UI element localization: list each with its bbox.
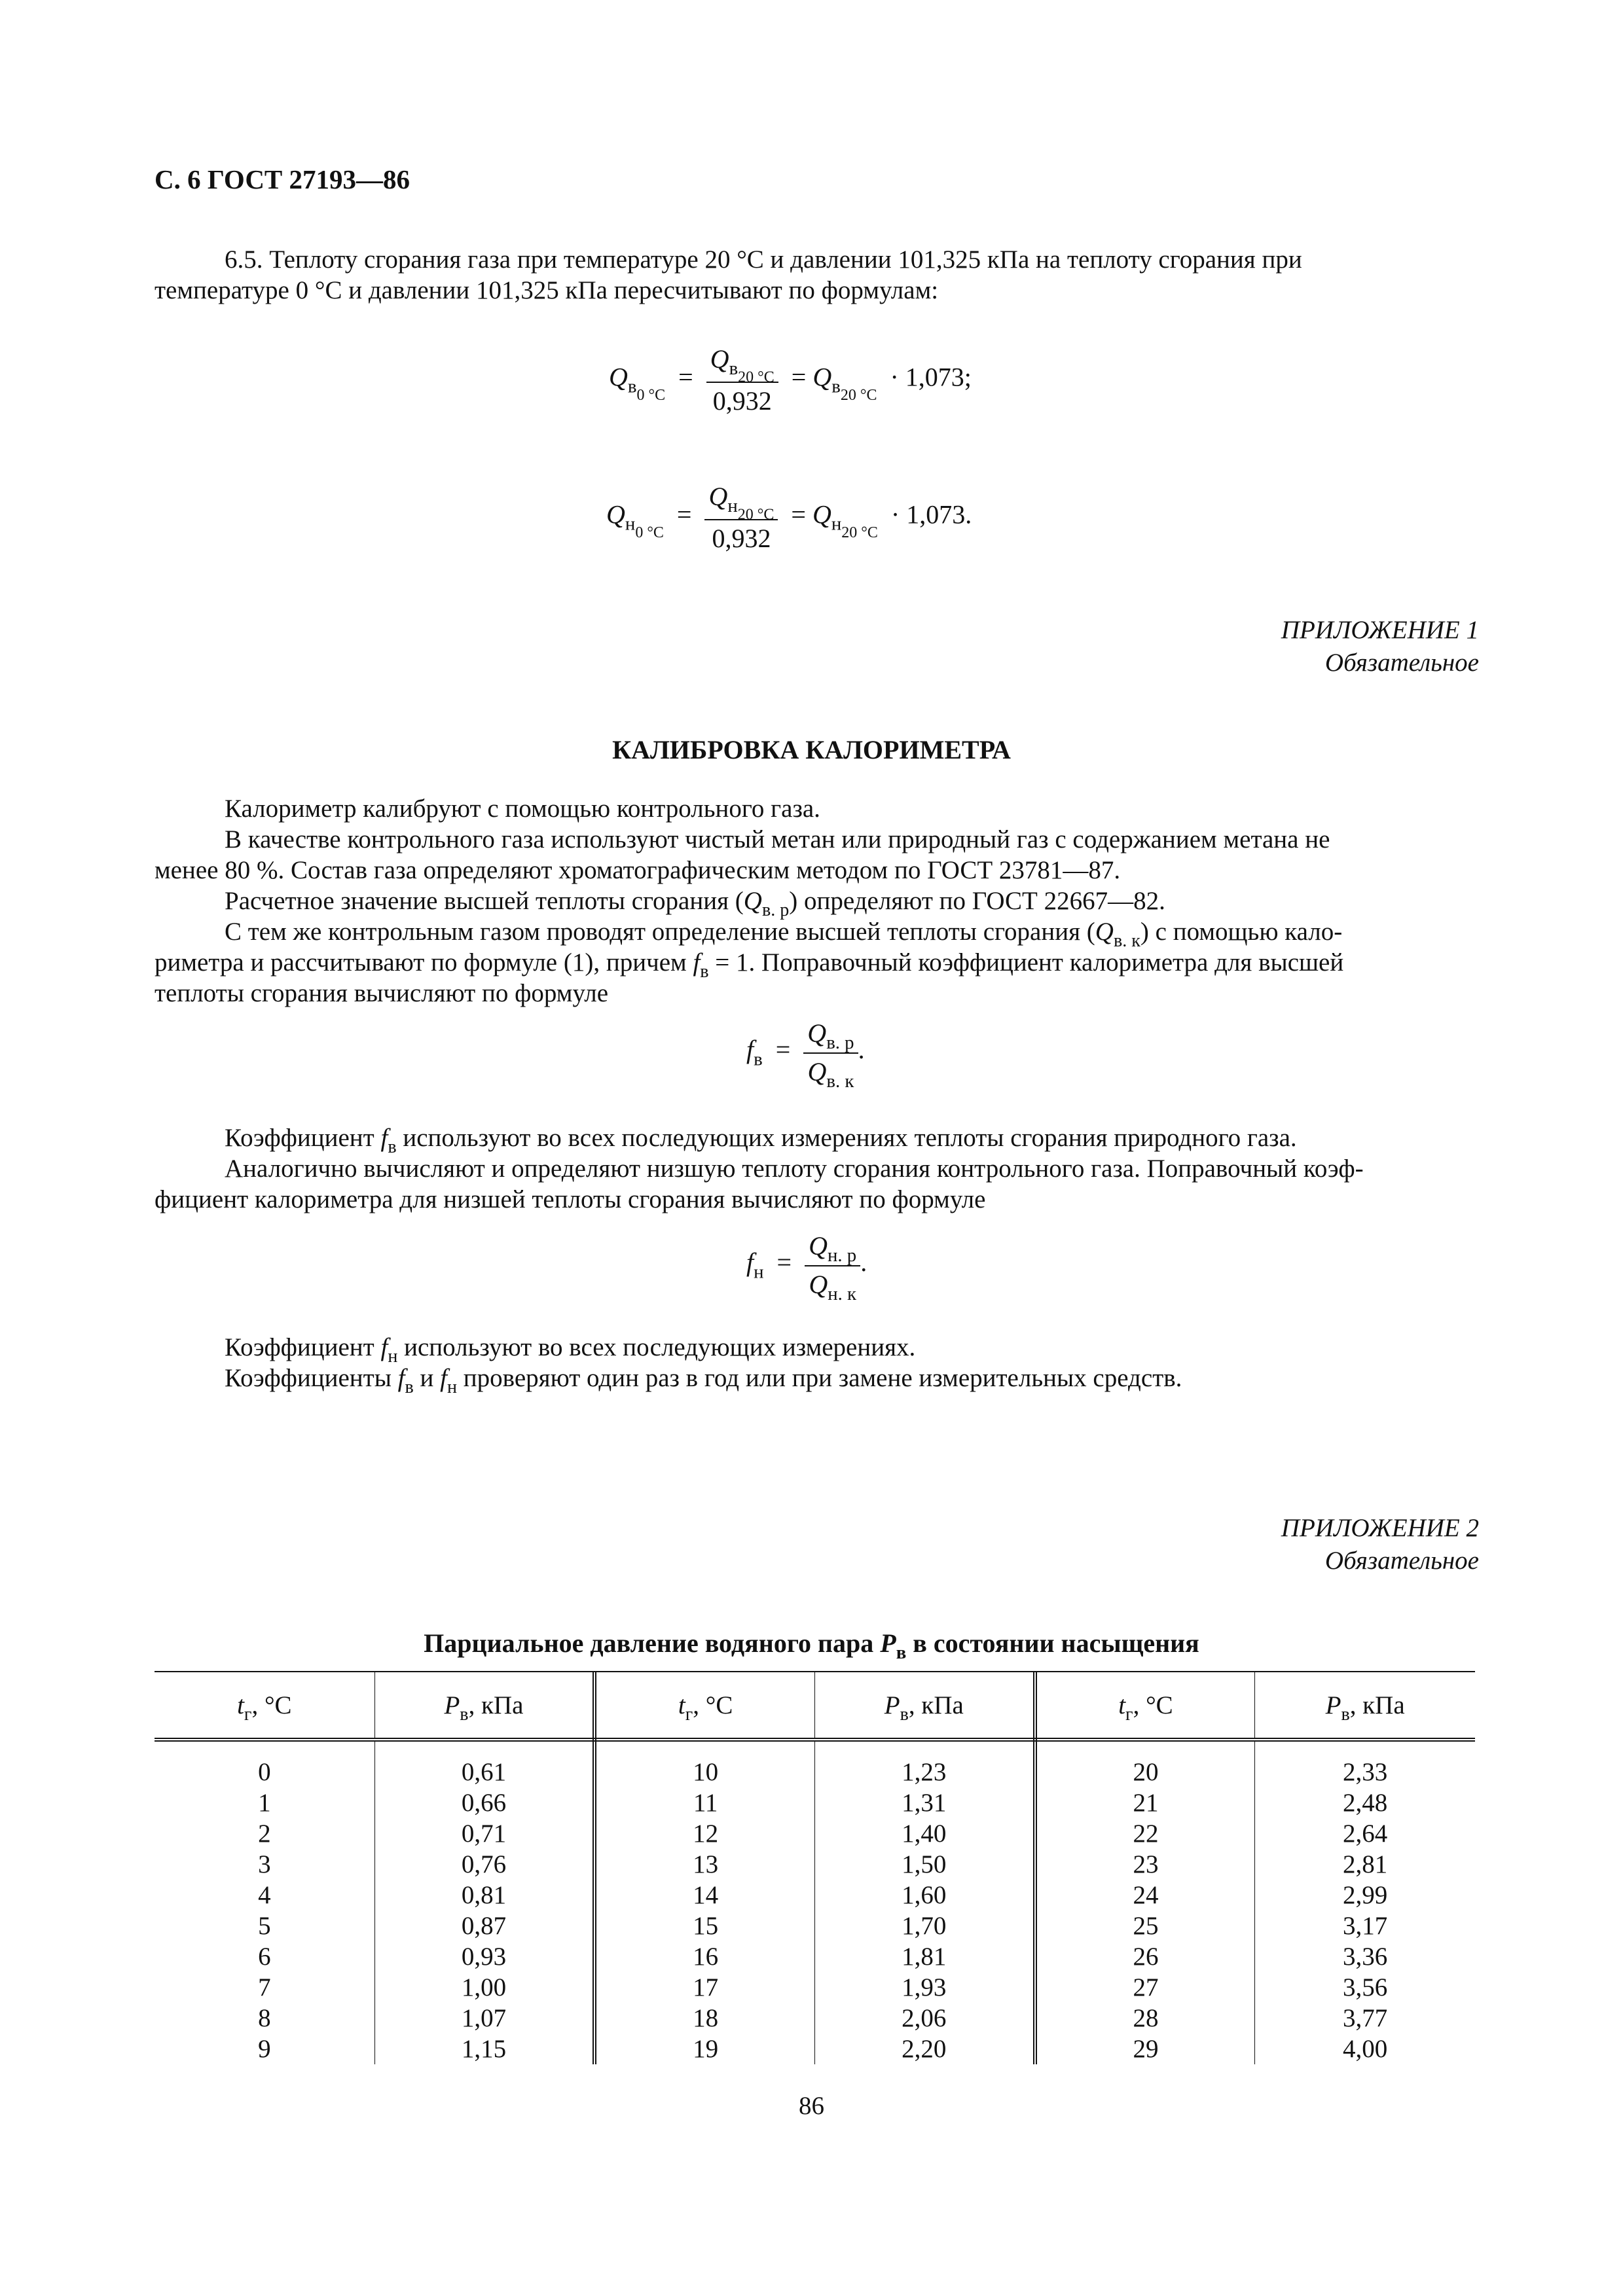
saturation-pressure-table (155, 1672, 1475, 2064)
table-row: 9 1,15 19 2,20 29 4,00 (155, 2034, 1475, 2064)
column-header-pressure: $P_в$, кПа (1255, 1672, 1475, 1740)
page-number: 86 (799, 2092, 824, 2120)
paragraph: Коэффициент $f_н$ используют во всех последующих измерениях. (225, 1333, 916, 1367)
paragraph: теплоты сгорания вычисляют по формуле (155, 979, 609, 1007)
fraction: $\frac{Q_{в20 ^\circ С}}{0,932}$ (706, 344, 778, 416)
calibration-text-2 (155, 1122, 1475, 1215)
paragraph: С тем же контрольным газом проводят определение высшей теплоты сгорания $(Q_{в. к})$ с помощью кало- (225, 918, 1343, 951)
paragraph: фициент калориметра для низшей теплоты сгорания вычисляют по формуле (155, 1185, 986, 1213)
section-6-5-line-2: температуре 0 °С и давлении 101,325 кПа пересчитывают по формулам: (155, 276, 939, 304)
column-header-temperature: $t_г$, °С (1035, 1672, 1255, 1740)
table-row: 2 0,71 12 1,40 22 2,64 (155, 1818, 1475, 1849)
table-title: Парциальное давление водяного пара $P_в$ в состоянии насыщения (424, 1628, 1199, 1664)
column-header-temperature: $t_г$, °С (155, 1672, 374, 1740)
appendix-2-label (1281, 1512, 1479, 1577)
fraction: $\frac{Q_{в. р}}{Q_{в. к}}$ (803, 1018, 858, 1087)
paragraph: Расчетное значение высшей теплоты сгорания $(Q_{в. р})$ определяют по ГОСТ 22667—82. (225, 887, 1165, 920)
column-header-pressure: $P_в$, кПа (814, 1672, 1034, 1740)
fraction: $\frac{Q_{н20 ^\circ С}}{0,932}$ (704, 481, 778, 554)
table-row: 0 0,61 10 1,23 20 2,33 (155, 1740, 1475, 1787)
section-6-5 (155, 244, 1475, 306)
formula-correction-lower: $f_н$ = $\frac{Q_{н. р}}{Q_{н. к}}$ . (746, 1231, 867, 1305)
paragraph: Аналогично вычисляют и определяют низшую теплоту сгорания контрольного газа. Поправочный коэф- (225, 1155, 1364, 1183)
table-row: 4 0,81 14 1,60 24 2,99 (155, 1880, 1475, 1910)
calibration-text (155, 793, 1475, 1009)
appendix-2-number: ПРИЛОЖЕНИЕ 2 (1281, 1514, 1479, 1542)
section-6-5-line-1: 6.5. Теплоту сгорания газа при температуре 20 °С и давлении 101,325 кПа на теплоту сгорания при (225, 245, 1302, 274)
formula-higher-heat-conversion: $Q_{в0 ^\circ С}$ = $\frac{Q_{в20 ^\circ С}}{0,932}$ = $Q_{в20 ^\circ С} \cdot 1,073$; (609, 344, 972, 416)
appendix-1-status: Обязательное (1324, 649, 1479, 677)
appendix-1-label (1281, 614, 1479, 679)
appendix-1-title: КАЛИБРОВКА КАЛОРИМЕТРА (612, 735, 1011, 764)
paragraph: В качестве контрольного газа используют чистый метан или природный газ с содержанием метана не (225, 825, 1330, 853)
paragraph: риметра и рассчитывают по формуле (1), причем $f_в = 1$. Поправочный коэффициент калориметра для высшей (155, 948, 1344, 982)
table-row: 8 1,07 18 2,06 28 3,77 (155, 2003, 1475, 2034)
formula-correction-higher: $f_в$ = $\frac{Q_{в. р}}{Q_{в. к}}$ . (746, 1018, 865, 1092)
column-header-temperature: $t_г$, °С (594, 1672, 814, 1740)
formula-lower-heat-conversion: $Q_{н0 ^\circ С}$ = $\frac{Q_{н20 ^\circ С}}{0,932}$ = $Q_{н20 ^\circ С} \cdot 1,073$. (606, 482, 972, 553)
column-header-pressure: $P_в$, кПа (374, 1672, 594, 1740)
paragraph: Коэффициенты $f_в$ и $f_н$ проверяют один раз в год или при замене измерительных средств. (225, 1364, 1182, 1397)
table-row: 5 0,87 15 1,70 25 3,17 (155, 1910, 1475, 1941)
appendix-2-status: Обязательное (1324, 1547, 1479, 1575)
table-header-row (155, 1672, 1475, 1740)
calibration-text-3 (155, 1332, 1475, 1397)
page-header: С. 6 ГОСТ 27193—86 (155, 164, 410, 194)
paragraph: Калориметр калибруют с помощью контрольного газа. (225, 795, 820, 823)
fraction: $\frac{Q_{н. р}}{Q_{н. к}}$ (805, 1230, 860, 1300)
table-row: 3 0,76 13 1,50 23 2,81 (155, 1849, 1475, 1880)
table-row: 1 0,66 11 1,31 21 2,48 (155, 1787, 1475, 1818)
table-row: 6 0,93 16 1,81 26 3,36 (155, 1941, 1475, 1972)
paragraph: Коэффициент $f_в$ используют во всех последующих измерениях теплоты сгорания природного газа. (225, 1124, 1297, 1157)
paragraph: менее 80 %. Состав газа определяют хроматографическим методом по ГОСТ 23781—87. (155, 856, 1121, 884)
appendix-1-number: ПРИЛОЖЕНИЕ 1 (1281, 616, 1479, 644)
table-row: 7 1,00 17 1,93 27 3,56 (155, 1972, 1475, 2003)
